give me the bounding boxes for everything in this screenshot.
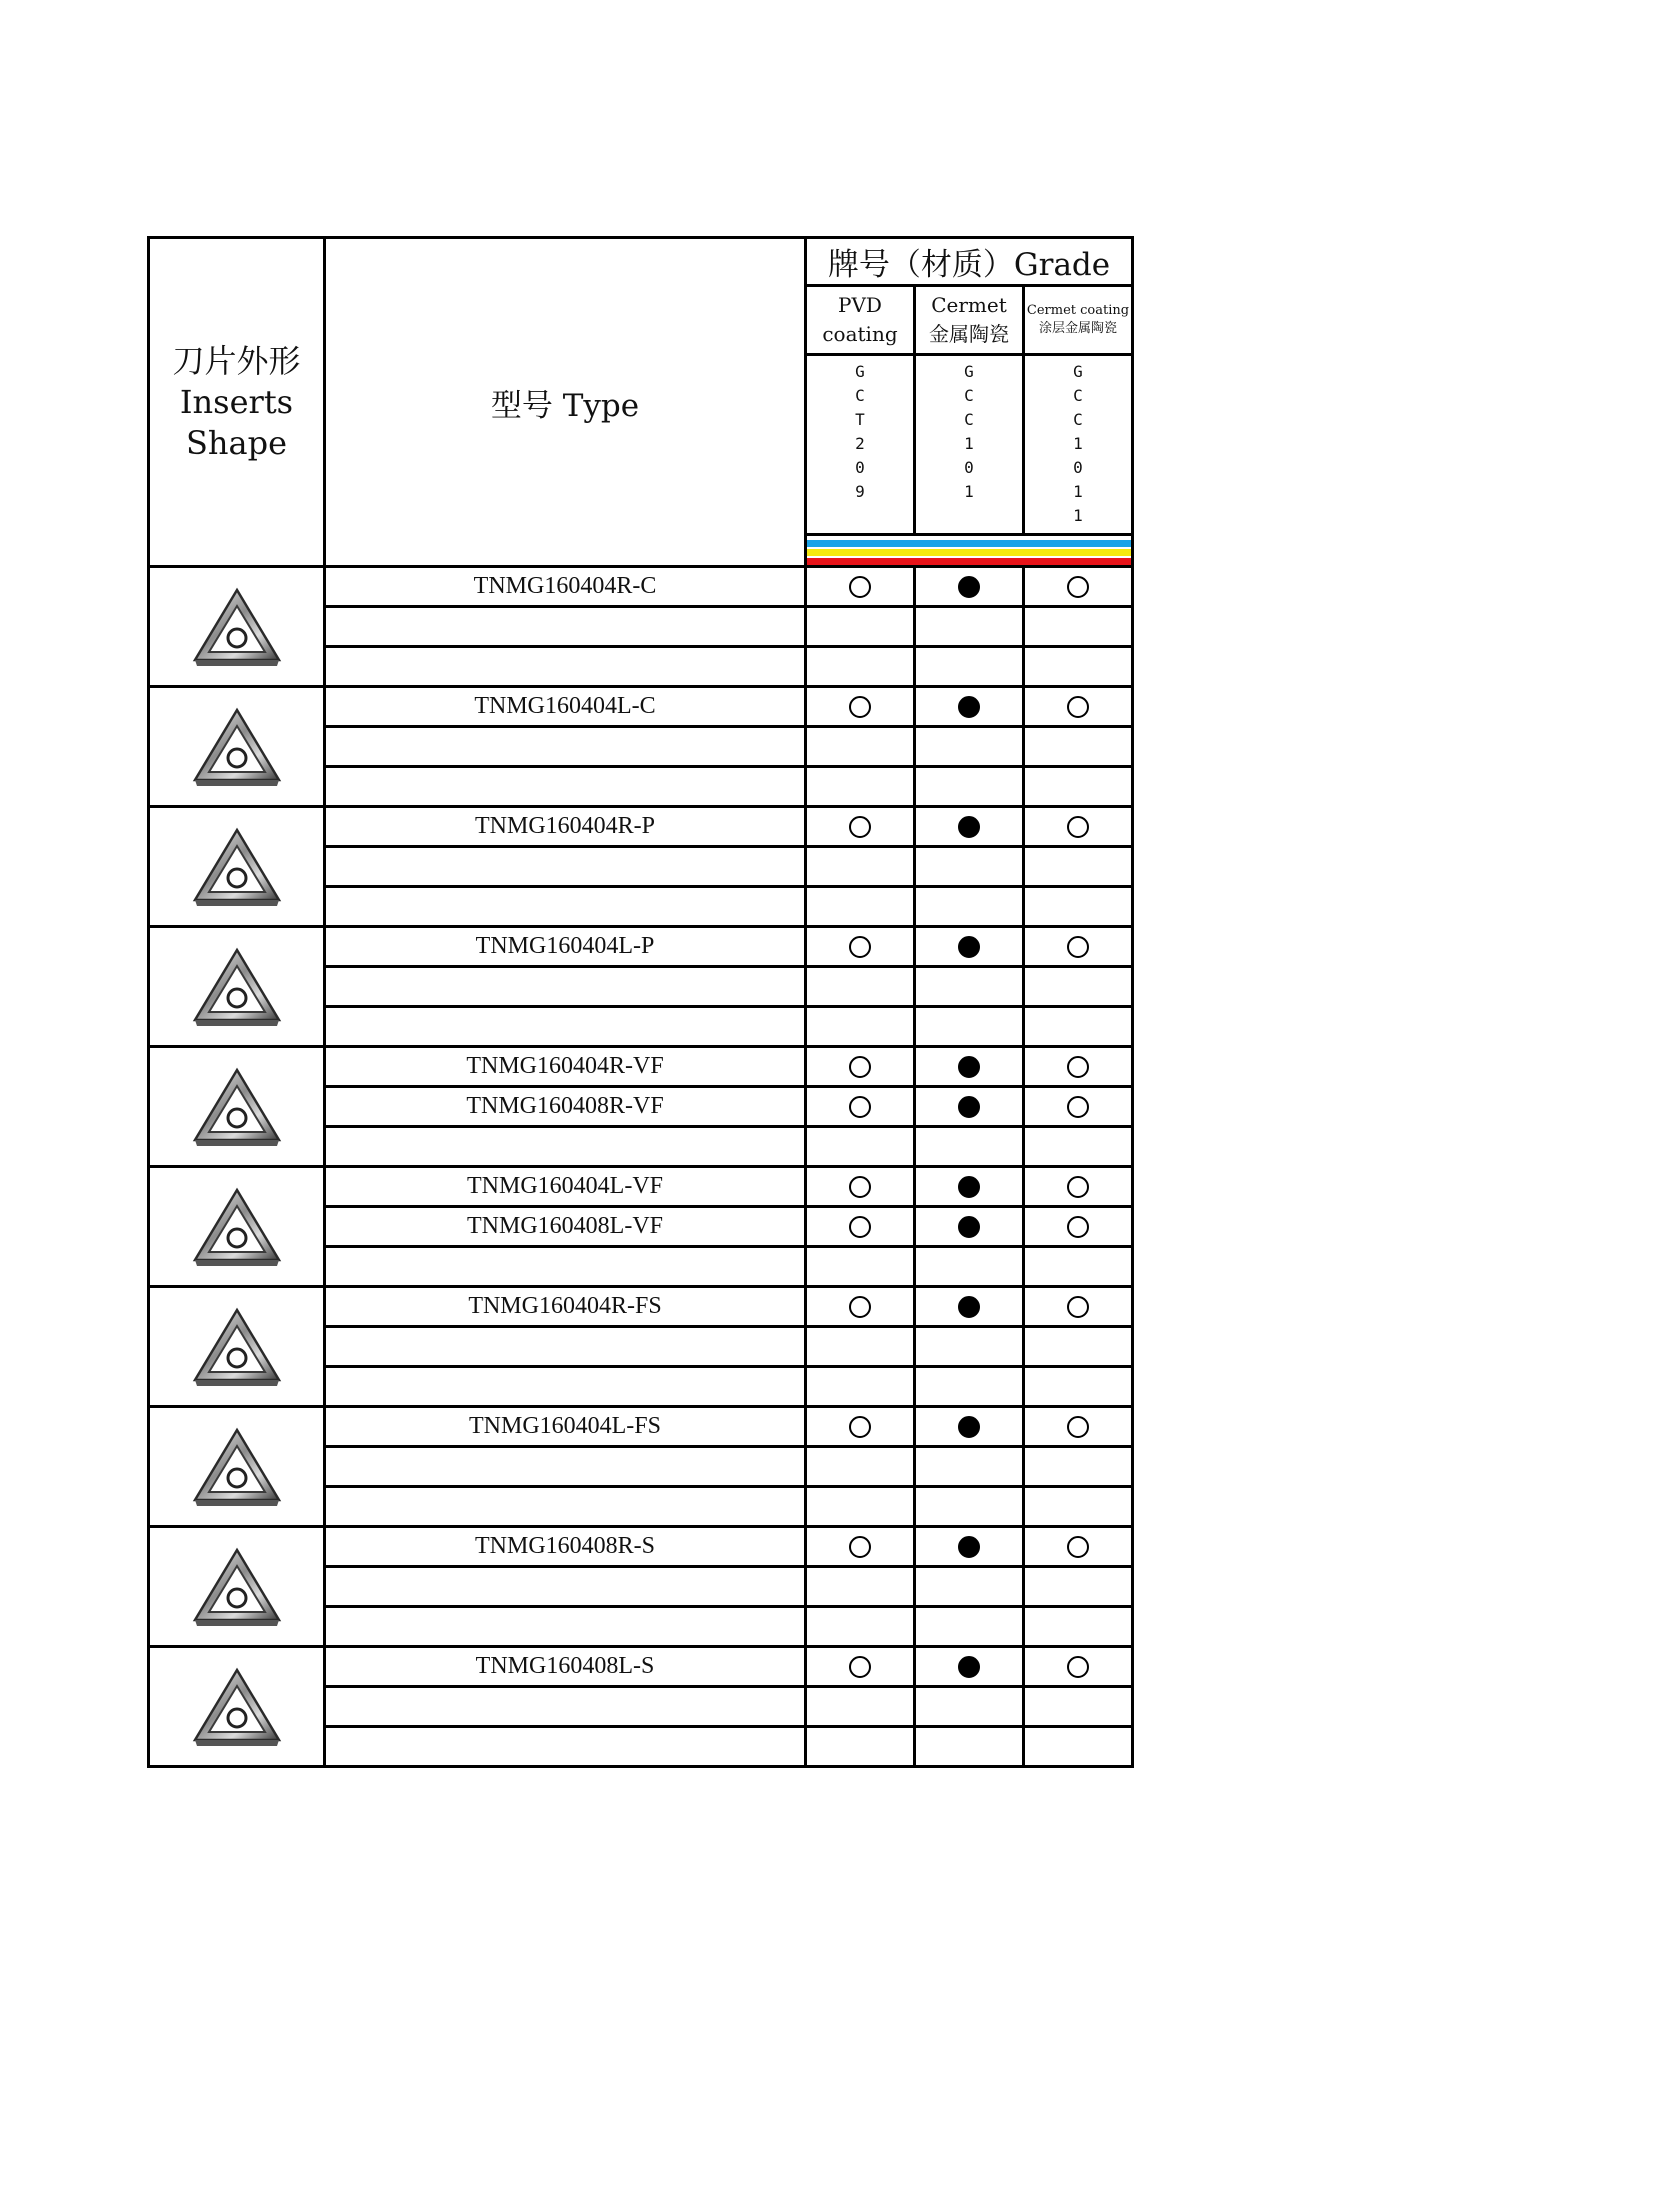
insert-type-cell	[325, 1327, 806, 1367]
grade-code-char: G	[1073, 362, 1083, 381]
available-mark-icon	[849, 696, 871, 718]
grade-mark-cell	[806, 1047, 915, 1087]
grade-mark-cell	[806, 1527, 915, 1567]
available-mark-icon	[849, 1176, 871, 1198]
grade-code-2	[1024, 355, 1133, 535]
insert-type-cell	[325, 607, 806, 647]
grade-pvd-line1: PVD	[838, 293, 882, 317]
available-mark-icon	[849, 1296, 871, 1318]
grade-mark-cell	[806, 1727, 915, 1767]
grade-mark-cell	[915, 1607, 1024, 1647]
available-mark-icon	[1067, 1096, 1089, 1118]
recommended-mark-icon	[958, 1096, 980, 1118]
grade-mark-cell	[806, 1367, 915, 1407]
grade-mark-cell	[1024, 887, 1133, 927]
insert-type-cell	[325, 1607, 806, 1647]
header-grade: 牌号（材质）Grade	[806, 238, 1133, 286]
insert-type-cell: TNMG160404R-P	[325, 807, 806, 847]
grade-mark-cell	[806, 1447, 915, 1487]
insert-type-cell: TNMG160404L-FS	[325, 1407, 806, 1447]
table-row	[149, 1527, 1133, 1567]
grade-code-char: 1	[1073, 506, 1083, 525]
grade-mark-cell	[806, 967, 915, 1007]
grade-mark-cell	[806, 1327, 915, 1367]
grade-mark-cell	[806, 927, 915, 967]
grade-mark-cell	[806, 847, 915, 887]
grade-mark-cell	[1024, 647, 1133, 687]
insert-triangle-s-icon	[187, 1662, 287, 1752]
grade-mark-cell	[1024, 1047, 1133, 1087]
grade-cermet-coating-line2: 涂层金属陶瓷	[1038, 321, 1117, 336]
available-mark-icon	[1067, 1296, 1089, 1318]
grade-code-char: C	[964, 410, 974, 429]
grade-code-char: 1	[1073, 434, 1083, 453]
recommended-mark-icon	[958, 936, 980, 958]
grade-mark-cell	[806, 1687, 915, 1727]
grade-mark-cell	[806, 1167, 915, 1207]
grade-code-char: C	[1073, 410, 1083, 429]
available-mark-icon	[1067, 1416, 1089, 1438]
grade-mark-cell	[915, 1167, 1024, 1207]
insert-type-cell	[325, 1007, 806, 1047]
grade-mark-cell	[806, 1487, 915, 1527]
insert-shape-cell	[149, 807, 325, 927]
insert-triangle-p-icon	[187, 822, 287, 912]
insert-type-cell: TNMG160404R-FS	[325, 1287, 806, 1327]
grade-code-0	[806, 355, 915, 535]
available-mark-icon	[849, 1096, 871, 1118]
grade-code-char: 0	[855, 458, 865, 477]
material-color-band	[806, 535, 1133, 567]
grade-code-char: 1	[1073, 482, 1083, 501]
table-row	[149, 807, 1133, 847]
insert-triangle-vf-icon	[187, 1062, 287, 1152]
insert-shape-cell	[149, 927, 325, 1047]
grade-mark-cell	[1024, 1407, 1133, 1447]
insert-triangle-c-icon	[187, 702, 287, 792]
insert-type-cell	[325, 1367, 806, 1407]
header-shape-zh: 刀片外形	[172, 341, 301, 380]
grade-mark-cell	[1024, 727, 1133, 767]
available-mark-icon	[1067, 936, 1089, 958]
recommended-mark-icon	[958, 1176, 980, 1198]
insert-shape-cell	[149, 1287, 325, 1407]
grade-mark-cell	[1024, 1287, 1133, 1327]
grade-mark-cell	[806, 767, 915, 807]
grade-mark-cell	[1024, 1127, 1133, 1167]
insert-triangle-fs-icon	[187, 1302, 287, 1392]
grade-mark-cell	[1024, 1007, 1133, 1047]
recommended-mark-icon	[958, 1536, 980, 1558]
grade-mark-cell	[915, 1087, 1024, 1127]
grade-mark-cell	[915, 687, 1024, 727]
available-mark-icon	[1067, 576, 1089, 598]
grade-mark-cell	[806, 1007, 915, 1047]
grade-mark-cell	[1024, 1207, 1133, 1247]
band-yellow	[807, 549, 1131, 556]
insert-shape-cell	[149, 1167, 325, 1287]
grade-mark-cell	[1024, 1527, 1133, 1567]
insert-type-cell	[325, 967, 806, 1007]
grade-code-char: G	[964, 362, 974, 381]
grade-mark-cell	[806, 1207, 915, 1247]
band-red	[807, 558, 1131, 565]
grade-mark-cell	[1024, 1607, 1133, 1647]
grade-code-char: G	[855, 362, 865, 381]
grade-mark-cell	[806, 727, 915, 767]
grade-mark-cell	[915, 1247, 1024, 1287]
insert-type-cell	[325, 727, 806, 767]
grade-mark-cell	[1024, 1487, 1133, 1527]
insert-type-cell: TNMG160404R-C	[325, 567, 806, 607]
grade-code-char: C	[1073, 386, 1083, 405]
available-mark-icon	[1067, 1056, 1089, 1078]
insert-type-cell	[325, 1727, 806, 1767]
grade-code-char: 1	[964, 482, 974, 501]
insert-type-cell	[325, 767, 806, 807]
insert-triangle-vf-icon	[187, 1182, 287, 1272]
table-row	[149, 1167, 1133, 1207]
grade-mark-cell	[1024, 1087, 1133, 1127]
table-row	[149, 1287, 1133, 1327]
available-mark-icon	[849, 936, 871, 958]
grade-mark-cell	[806, 1287, 915, 1327]
grade-mark-cell	[806, 607, 915, 647]
table-row	[149, 1407, 1133, 1447]
insert-triangle-p-icon	[187, 942, 287, 1032]
grade-mark-cell	[1024, 1447, 1133, 1487]
grade-mark-cell	[915, 927, 1024, 967]
grade-code-char: C	[964, 386, 974, 405]
grade-mark-cell	[915, 847, 1024, 887]
table-row	[149, 567, 1133, 607]
grade-cermet-line1: Cermet	[931, 293, 1007, 317]
insert-type-cell	[325, 1447, 806, 1487]
table-row	[149, 927, 1133, 967]
available-mark-icon	[1067, 1216, 1089, 1238]
header-type: 型号 Type	[325, 238, 806, 567]
insert-type-cell	[325, 1687, 806, 1727]
grade-table	[147, 236, 1134, 1768]
grade-mark-cell	[915, 607, 1024, 647]
recommended-mark-icon	[958, 1296, 980, 1318]
grade-mark-cell	[1024, 767, 1133, 807]
insert-type-cell: TNMG160408L-S	[325, 1647, 806, 1687]
recommended-mark-icon	[958, 816, 980, 838]
grade-mark-cell	[915, 567, 1024, 607]
insert-shape-cell	[149, 1407, 325, 1527]
band-blue	[807, 540, 1131, 547]
grade-mark-cell	[915, 1327, 1024, 1367]
grade-mark-cell	[1024, 927, 1133, 967]
recommended-mark-icon	[958, 1056, 980, 1078]
grade-mark-cell	[1024, 1167, 1133, 1207]
available-mark-icon	[1067, 696, 1089, 718]
insert-triangle-s-icon	[187, 1542, 287, 1632]
grade-mark-cell	[806, 1127, 915, 1167]
grade-mark-cell	[1024, 847, 1133, 887]
grade-mark-cell	[1024, 1727, 1133, 1767]
insert-shape-cell	[149, 1647, 325, 1767]
table-row	[149, 687, 1133, 727]
grade-pvd-line2: coating	[822, 322, 898, 346]
insert-type-cell	[325, 647, 806, 687]
insert-type-cell: TNMG160408R-S	[325, 1527, 806, 1567]
grade-cermet-line2: 金属陶瓷	[929, 322, 1009, 346]
insert-type-cell: TNMG160404R-VF	[325, 1047, 806, 1087]
insert-type-cell: TNMG160404L-C	[325, 687, 806, 727]
available-mark-icon	[849, 1216, 871, 1238]
grade-cermet-coating	[1024, 286, 1133, 355]
grade-mark-cell	[1024, 567, 1133, 607]
insert-type-cell: TNMG160408L-VF	[325, 1207, 806, 1247]
grade-mark-cell	[915, 1687, 1024, 1727]
grade-mark-cell	[1024, 967, 1133, 1007]
grade-mark-cell	[806, 647, 915, 687]
grade-mark-cell	[915, 727, 1024, 767]
available-mark-icon	[849, 1536, 871, 1558]
insert-type-cell	[325, 1127, 806, 1167]
grade-mark-cell	[1024, 807, 1133, 847]
table-row	[149, 1647, 1133, 1687]
insert-type-cell: TNMG160404L-VF	[325, 1167, 806, 1207]
available-mark-icon	[849, 1416, 871, 1438]
insert-type-cell	[325, 1487, 806, 1527]
grade-mark-cell	[915, 1007, 1024, 1047]
grade-mark-cell	[1024, 1367, 1133, 1407]
grade-mark-cell	[915, 1047, 1024, 1087]
grade-code-1	[915, 355, 1024, 535]
insert-triangle-c-icon	[187, 582, 287, 672]
grade-mark-cell	[915, 767, 1024, 807]
grade-cermet-coating-line1: Cermet coating	[1026, 303, 1130, 318]
insert-type-cell	[325, 1247, 806, 1287]
insert-triangle-fs-icon	[187, 1422, 287, 1512]
grade-mark-cell	[1024, 1247, 1133, 1287]
grade-code-char: 9	[855, 482, 865, 501]
grade-mark-cell	[915, 1567, 1024, 1607]
insert-type-cell	[325, 887, 806, 927]
insert-shape-cell	[149, 1047, 325, 1167]
insert-type-cell: TNMG160404L-P	[325, 927, 806, 967]
grade-mark-cell	[915, 1647, 1024, 1687]
grade-mark-cell	[1024, 607, 1133, 647]
grade-mark-cell	[806, 687, 915, 727]
grade-mark-cell	[1024, 1567, 1133, 1607]
grade-mark-cell	[806, 1567, 915, 1607]
grade-mark-cell	[915, 1407, 1024, 1447]
insert-type-cell	[325, 1567, 806, 1607]
available-mark-icon	[849, 1656, 871, 1678]
available-mark-icon	[849, 576, 871, 598]
grade-mark-cell	[915, 1127, 1024, 1167]
grade-mark-cell	[915, 1447, 1024, 1487]
grade-mark-cell	[915, 967, 1024, 1007]
grade-mark-cell	[806, 1647, 915, 1687]
grade-mark-cell	[915, 887, 1024, 927]
grade-mark-cell	[1024, 1647, 1133, 1687]
recommended-mark-icon	[958, 1416, 980, 1438]
insert-type-cell: TNMG160408R-VF	[325, 1087, 806, 1127]
grade-mark-cell	[915, 1207, 1024, 1247]
recommended-mark-icon	[958, 1656, 980, 1678]
grade-mark-cell	[806, 1247, 915, 1287]
available-mark-icon	[849, 1056, 871, 1078]
recommended-mark-icon	[958, 576, 980, 598]
grade-mark-cell	[806, 807, 915, 847]
grade-mark-cell	[806, 1407, 915, 1447]
available-mark-icon	[849, 816, 871, 838]
grade-mark-cell	[915, 647, 1024, 687]
grade-mark-cell	[806, 1607, 915, 1647]
recommended-mark-icon	[958, 696, 980, 718]
available-mark-icon	[1067, 1176, 1089, 1198]
grade-code-char: C	[855, 386, 865, 405]
grade-cermet	[915, 286, 1024, 355]
recommended-mark-icon	[958, 1216, 980, 1238]
grade-mark-cell	[806, 567, 915, 607]
insert-shape-cell	[149, 687, 325, 807]
available-mark-icon	[1067, 1656, 1089, 1678]
grade-mark-cell	[1024, 1687, 1133, 1727]
insert-shape-cell	[149, 567, 325, 687]
grade-mark-cell	[806, 887, 915, 927]
header-shape-en2: Shape	[185, 423, 288, 462]
grade-mark-cell	[915, 807, 1024, 847]
table-row	[149, 1047, 1133, 1087]
grade-table-sheet	[147, 236, 1134, 1768]
grade-mark-cell	[1024, 1327, 1133, 1367]
header-shape-en1: Inserts	[179, 382, 294, 421]
grade-code-char: 0	[964, 458, 974, 477]
grade-mark-cell	[915, 1367, 1024, 1407]
grade-mark-cell	[915, 1287, 1024, 1327]
insert-shape-cell	[149, 1527, 325, 1647]
grade-mark-cell	[915, 1727, 1024, 1767]
grade-mark-cell	[806, 1087, 915, 1127]
grade-code-char: T	[855, 410, 865, 429]
grade-code-char: 2	[855, 434, 865, 453]
insert-type-cell	[325, 847, 806, 887]
grade-code-char: 0	[1073, 458, 1083, 477]
grade-pvd-coating	[806, 286, 915, 355]
grade-mark-cell	[915, 1527, 1024, 1567]
available-mark-icon	[1067, 1536, 1089, 1558]
header-inserts-shape	[149, 238, 325, 567]
available-mark-icon	[1067, 816, 1089, 838]
grade-mark-cell	[1024, 687, 1133, 727]
grade-code-char: 1	[964, 434, 974, 453]
grade-mark-cell	[915, 1487, 1024, 1527]
